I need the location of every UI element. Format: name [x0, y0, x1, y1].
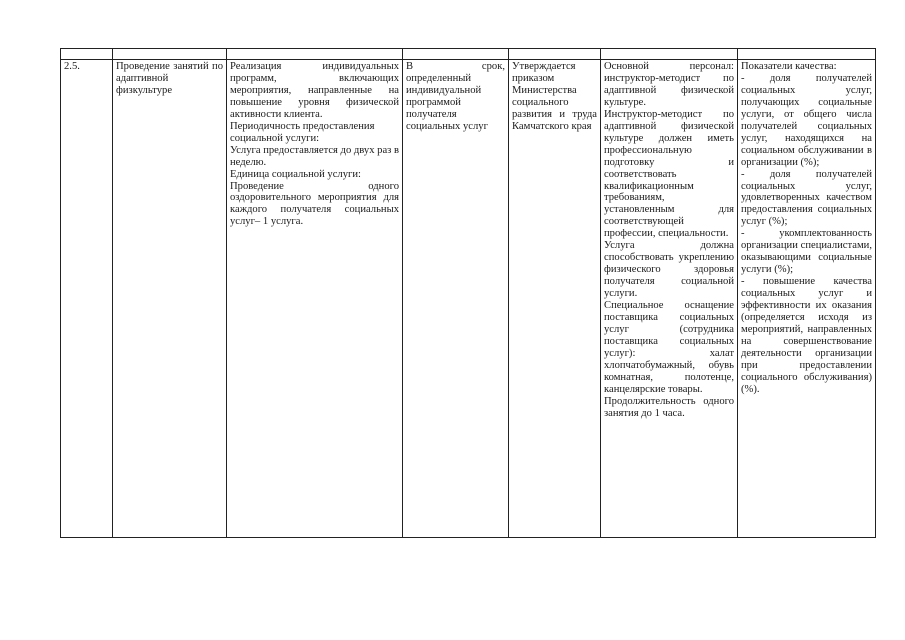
empty-cell: [509, 49, 601, 60]
term-text: В срок, определенный индивидуальной программой получателя социальных услуг: [406, 61, 505, 132]
empty-cell: [738, 49, 876, 60]
row-number: 2.5.: [64, 61, 80, 72]
approval-text: Утверждается приказом Министерства социального развития и труда Камчатского края: [512, 61, 597, 132]
table-row: [61, 60, 876, 538]
service-name-cell: [113, 60, 227, 538]
conditions-paragraph: Инструктор-методист по адаптивной физической культуре должен иметь профессиональную подготовку и соответствовать квалификационным требованиям, установленным для соответствующей профессии, специальности.: [604, 108, 734, 240]
empty-cell: [227, 49, 403, 60]
service-name: Проведение занятий по адаптивной физкультуре: [116, 61, 223, 96]
indicator-item: - повышение качества социальных услуг и эффективности их оказания (определяется исходя из мероприятий, направленных на совершенствование деятельности организации при предоставлении социального обслуживания) (%).: [741, 276, 872, 395]
description-cell: [227, 60, 403, 538]
term-cell: [403, 60, 509, 538]
indicator-item: - доля получателей социальных услуг, удовлетворенных качеством предоставления социальных услуг (%);: [741, 168, 872, 228]
description-paragraph: Периодичность предоставления социальной услуги:: [230, 120, 375, 144]
empty-cell: [61, 49, 113, 60]
description-paragraph: Реализация индивидуальных программ, включающих мероприятия, направленные на повышение уровня физической активности клиента.: [230, 61, 399, 120]
conditions-paragraph: Услуга должна способствовать укреплению физического здоровья получателя социальной услуги.: [604, 240, 734, 300]
row-number-cell: [61, 60, 113, 538]
indicators-heading: Показатели качества:: [741, 61, 837, 72]
conditions-cell: [601, 60, 738, 538]
approval-cell: [509, 60, 601, 538]
conditions-paragraph: Продолжительность одного занятия до 1 часа.: [604, 395, 734, 419]
description-paragraph: Единица социальной услуги:: [230, 168, 361, 180]
conditions-paragraph: Основной персонал: инструктор-методист по адаптивной физической культуре.: [604, 61, 734, 108]
indicators-cell: [738, 60, 876, 538]
service-standards-table: [60, 48, 876, 538]
empty-cell: [403, 49, 509, 60]
table-header-row-fragment: [61, 49, 876, 60]
description-paragraph: Проведение одного оздоровительного мероприятия для каждого получателя социальных услуг– 1 услуга.: [230, 180, 399, 228]
indicator-item: - укомплектованность организации специалистами, оказывающими социальные услуги (%);: [741, 228, 872, 276]
description-paragraph: Услуга предоставляется до двух раз в неделю.: [230, 144, 399, 168]
empty-cell: [601, 49, 738, 60]
conditions-paragraph: Специальное оснащение поставщика социальных услуг (сотрудника поставщика социальных услуг): халат хлопчатобумажный, обувь комнатная, полотенце, канцелярские товары.: [604, 300, 734, 395]
empty-cell: [113, 49, 227, 60]
indicator-item: - доля получателей социальных услуг, получающих социальные услуги, от общего числа получателей социальных услуг, находящихся на социальном обслуживании в организации (%);: [741, 72, 872, 168]
